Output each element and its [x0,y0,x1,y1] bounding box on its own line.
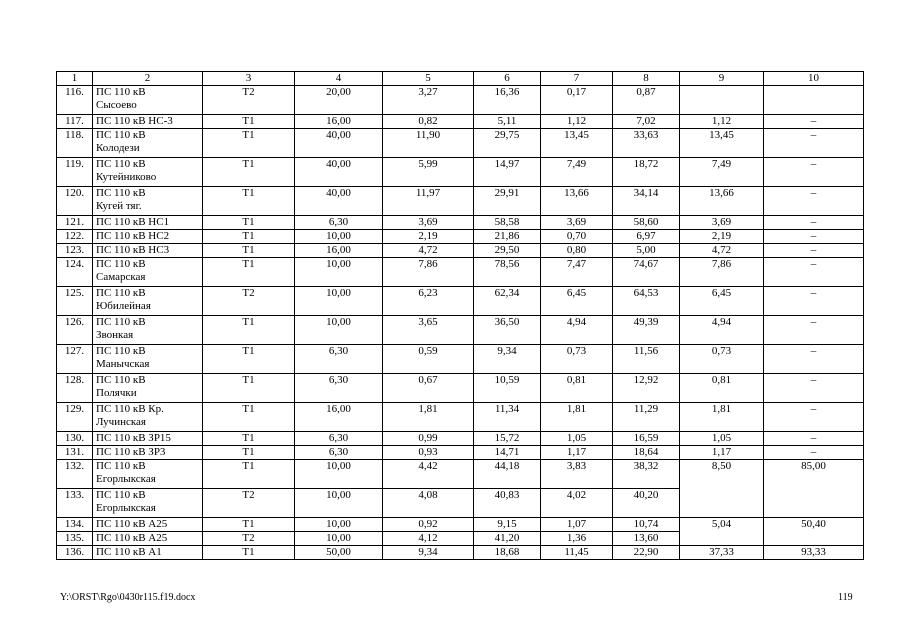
substation-name-line: ПС 110 кВ [96,258,146,270]
table-row [57,216,864,230]
table-row [57,316,864,345]
value-cell: 13,60 [613,532,680,546]
table-row [57,244,864,258]
row-number: 118. [57,129,93,158]
value-cell: 11,34 [474,403,541,432]
table-body [57,72,864,560]
row-number: 127. [57,345,93,374]
substation-name-line: ПС 110 кВ [96,187,146,199]
value-cell: 7,02 [613,115,680,129]
total-cell: 1,17 [680,446,764,460]
row-number: 136. [57,546,93,560]
total-cell: 13,66 [680,187,764,216]
value-cell: 13,45 [541,129,613,158]
percent-cell: – [764,187,864,216]
value-cell: 6,30 [295,374,383,403]
percent-cell: 85,00 [764,460,864,518]
value-cell: 16,00 [295,403,383,432]
percent-cell: – [764,446,864,460]
substation-name-line: Сысоево [96,99,137,111]
value-cell: 50,00 [295,546,383,560]
value-cell: 7,47 [541,258,613,287]
total-cell: 7,49 [680,158,764,187]
percent-cell: – [764,129,864,158]
value-cell: 5,99 [383,158,474,187]
total-cell: 3,69 [680,216,764,230]
value-cell: 18,72 [613,158,680,187]
value-cell: 40,00 [295,129,383,158]
value-cell: 3,69 [383,216,474,230]
percent-cell: – [764,244,864,258]
value-cell: 40,00 [295,158,383,187]
total-cell: 5,04 [680,518,764,546]
value-cell: 9,34 [474,345,541,374]
substation-name [93,86,203,115]
table-row [57,345,864,374]
total-cell: 1,05 [680,432,764,446]
substation-name-line: Юбилейная [96,300,151,312]
total-cell: 2,19 [680,230,764,244]
column-header: 1 [57,72,93,86]
value-cell: 62,34 [474,287,541,316]
value-cell: 14,71 [474,446,541,460]
substation-name [93,187,203,216]
value-cell: 11,90 [383,129,474,158]
substation-name-line: ПС 110 кВ [96,489,146,501]
substation-name [93,345,203,374]
value-cell: 3,83 [541,460,613,489]
table-row [57,446,864,460]
table-row [57,287,864,316]
value-cell: 9,34 [383,546,474,560]
column-header: 6 [474,72,541,86]
substation-name-line: ПС 110 кВ НС-3 [96,115,173,127]
value-cell: 16,00 [295,115,383,129]
row-number: 133. [57,489,93,518]
value-cell: 3,69 [541,216,613,230]
value-cell: 10,59 [474,374,541,403]
percent-cell [764,86,864,115]
total-cell: 8,50 [680,460,764,518]
value-cell: 1,81 [383,403,474,432]
row-number: 128. [57,374,93,403]
substation-name-line: ПС 110 кВ [96,129,146,141]
value-cell: 58,60 [613,216,680,230]
value-cell: 40,00 [295,187,383,216]
value-cell: 41,20 [474,532,541,546]
value-cell: 0,87 [613,86,680,115]
substation-name-line: ПС 110 кВ А25 [96,518,168,530]
percent-cell: – [764,115,864,129]
table-row [57,115,864,129]
row-number: 119. [57,158,93,187]
transformer-cell: Т1 [203,158,295,187]
percent-cell: – [764,158,864,187]
value-cell: 1,36 [541,532,613,546]
row-number: 117. [57,115,93,129]
transformer-cell: Т1 [203,316,295,345]
total-cell: 4,94 [680,316,764,345]
value-cell: 5,00 [613,244,680,258]
substation-name-line: ПС 110 кВ [96,86,146,98]
value-cell: 15,72 [474,432,541,446]
percent-cell: – [764,258,864,287]
row-number: 131. [57,446,93,460]
row-number: 132. [57,460,93,489]
value-cell: 10,00 [295,460,383,489]
percent-cell: – [764,403,864,432]
transformer-cell: Т1 [203,230,295,244]
value-cell: 33,63 [613,129,680,158]
substation-name [93,216,203,230]
header-row [57,72,864,86]
value-cell: 0,82 [383,115,474,129]
value-cell: 1,12 [541,115,613,129]
value-cell: 16,59 [613,432,680,446]
value-cell: 4,72 [383,244,474,258]
table-row [57,374,864,403]
value-cell: 4,42 [383,460,474,489]
value-cell: 1,07 [541,518,613,532]
row-number: 129. [57,403,93,432]
value-cell: 0,17 [541,86,613,115]
value-cell: 9,15 [474,518,541,532]
transformer-cell: Т1 [203,403,295,432]
substation-name-line: Звонкая [96,329,134,341]
transformer-cell: Т2 [203,532,295,546]
table-row [57,432,864,446]
substation-name [93,287,203,316]
transformer-cell: Т1 [203,546,295,560]
value-cell: 10,00 [295,316,383,345]
substation-name [93,432,203,446]
transformer-cell: Т1 [203,446,295,460]
value-cell: 7,86 [383,258,474,287]
percent-cell: – [764,230,864,244]
value-cell: 14,97 [474,158,541,187]
table-row [57,187,864,216]
row-number: 123. [57,244,93,258]
value-cell: 40,20 [613,489,680,518]
value-cell: 0,92 [383,518,474,532]
value-cell: 10,00 [295,287,383,316]
column-header: 4 [295,72,383,86]
total-cell: 1,81 [680,403,764,432]
value-cell: 78,56 [474,258,541,287]
value-cell: 10,00 [295,258,383,287]
table-row [57,403,864,432]
value-cell: 18,64 [613,446,680,460]
substation-name-line: ПС 110 кВ НС1 [96,216,170,228]
value-cell: 11,29 [613,403,680,432]
substation-name-line: Колодези [96,142,140,154]
value-cell: 10,00 [295,489,383,518]
total-cell: 37,33 [680,546,764,560]
value-cell: 3,65 [383,316,474,345]
footer-file-path: Y:\ORST\Rgo\0430r115.f19.docx [60,592,196,603]
substation-name-line: ПС 110 кВ [96,287,146,299]
value-cell: 6,30 [295,432,383,446]
column-header: 3 [203,72,295,86]
value-cell: 0,59 [383,345,474,374]
substation-name-line: Лучинская [96,416,146,428]
substation-name [93,158,203,187]
total-cell: 6,45 [680,287,764,316]
percent-cell: – [764,374,864,403]
value-cell: 2,19 [383,230,474,244]
substation-name [93,374,203,403]
value-cell: 16,36 [474,86,541,115]
percent-cell: – [764,432,864,446]
value-cell: 74,67 [613,258,680,287]
table-row [57,258,864,287]
value-cell: 6,23 [383,287,474,316]
row-number: 121. [57,216,93,230]
value-cell: 11,45 [541,546,613,560]
column-header: 10 [764,72,864,86]
column-header: 9 [680,72,764,86]
transformer-cell: Т2 [203,489,295,518]
substation-name [93,244,203,258]
substation-name-line: ПС 110 кВ [96,460,146,472]
substation-name-line: Кугей тяг. [96,200,142,212]
table-row [57,158,864,187]
substation-name-line: Егорлыкская [96,473,156,485]
row-number: 124. [57,258,93,287]
value-cell: 0,93 [383,446,474,460]
table-row [57,460,864,489]
value-cell: 20,00 [295,86,383,115]
transformer-cell: Т1 [203,129,295,158]
value-cell: 4,94 [541,316,613,345]
value-cell: 0,81 [541,374,613,403]
value-cell: 6,30 [295,216,383,230]
value-cell: 18,68 [474,546,541,560]
substation-name-line: ПС 110 кВ [96,158,146,170]
substation-name-line: ПС 110 кВ [96,345,146,357]
substation-name [93,258,203,287]
value-cell: 29,50 [474,244,541,258]
column-header: 2 [93,72,203,86]
value-cell: 6,97 [613,230,680,244]
percent-cell: 50,40 [764,518,864,546]
substation-name-line: ПС 110 кВ ЗР3 [96,446,166,458]
substation-name-line: ПС 110 кВ [96,374,146,386]
transformer-cell: Т2 [203,86,295,115]
table-row [57,546,864,560]
value-cell: 6,30 [295,345,383,374]
footer-page-number: 119 [838,592,853,603]
value-cell: 12,92 [613,374,680,403]
value-cell: 29,75 [474,129,541,158]
substation-name-line: Самарская [96,271,146,283]
substation-name-line: Егорлыкская [96,502,156,514]
value-cell: 40,83 [474,489,541,518]
value-cell: 22,90 [613,546,680,560]
substation-name [93,115,203,129]
row-number: 134. [57,518,93,532]
value-cell: 4,02 [541,489,613,518]
value-cell: 0,80 [541,244,613,258]
value-cell: 10,00 [295,532,383,546]
value-cell: 36,50 [474,316,541,345]
column-header: 8 [613,72,680,86]
substation-name [93,546,203,560]
substation-name-line: ПС 110 кВ НС2 [96,230,170,242]
value-cell: 11,56 [613,345,680,374]
transformer-cell: Т2 [203,287,295,316]
row-number: 116. [57,86,93,115]
percent-cell: – [764,287,864,316]
value-cell: 6,45 [541,287,613,316]
value-cell: 7,49 [541,158,613,187]
transformer-cell: Т1 [203,216,295,230]
value-cell: 0,73 [541,345,613,374]
value-cell: 64,53 [613,287,680,316]
substation-name-line: ПС 110 кВ Кр. [96,403,164,415]
value-cell: 0,67 [383,374,474,403]
data-table [56,71,864,560]
row-number: 130. [57,432,93,446]
substation-name [93,489,203,518]
value-cell: 0,70 [541,230,613,244]
total-cell: 7,86 [680,258,764,287]
percent-cell: – [764,345,864,374]
table-row [57,129,864,158]
column-header: 5 [383,72,474,86]
substation-name [93,316,203,345]
value-cell: 4,12 [383,532,474,546]
transformer-cell: Т1 [203,244,295,258]
value-cell: 16,00 [295,244,383,258]
value-cell: 58,58 [474,216,541,230]
value-cell: 38,32 [613,460,680,489]
total-cell: 4,72 [680,244,764,258]
row-number: 135. [57,532,93,546]
value-cell: 1,17 [541,446,613,460]
percent-cell: – [764,216,864,230]
row-number: 120. [57,187,93,216]
value-cell: 6,30 [295,446,383,460]
value-cell: 44,18 [474,460,541,489]
total-cell [680,86,764,115]
column-header: 7 [541,72,613,86]
substation-name-line: ПС 110 кВ А1 [96,546,162,558]
substation-name-line: Манычская [96,358,150,370]
row-number: 122. [57,230,93,244]
transformer-cell: Т1 [203,115,295,129]
substation-name [93,129,203,158]
transformer-cell: Т1 [203,258,295,287]
value-cell: 49,39 [613,316,680,345]
substation-name [93,460,203,489]
value-cell: 13,66 [541,187,613,216]
value-cell: 5,11 [474,115,541,129]
transformer-cell: Т1 [203,432,295,446]
table-row [57,518,864,532]
substation-name-line: ПС 110 кВ [96,316,146,328]
total-cell: 0,81 [680,374,764,403]
value-cell: 3,27 [383,86,474,115]
substation-name-line: ПС 110 кВ НС3 [96,244,170,256]
transformer-cell: Т1 [203,460,295,489]
value-cell: 34,14 [613,187,680,216]
table-row [57,86,864,115]
total-cell: 13,45 [680,129,764,158]
value-cell: 29,91 [474,187,541,216]
value-cell: 21,86 [474,230,541,244]
transformer-cell: Т1 [203,374,295,403]
value-cell: 1,05 [541,432,613,446]
percent-cell: 93,33 [764,546,864,560]
value-cell: 10,00 [295,230,383,244]
substation-name-line: Кутейниково [96,171,157,183]
substation-name [93,230,203,244]
substation-name-line: ПС 110 кВ ЗР15 [96,432,171,444]
value-cell: 10,74 [613,518,680,532]
transformer-cell: Т1 [203,345,295,374]
total-cell: 0,73 [680,345,764,374]
substation-name [93,518,203,532]
substation-name-line: Полячки [96,387,137,399]
total-cell: 1,12 [680,115,764,129]
substation-name-line: ПС 110 кВ А25 [96,532,168,544]
percent-cell: – [764,316,864,345]
substation-name [93,532,203,546]
value-cell: 10,00 [295,518,383,532]
value-cell: 0,99 [383,432,474,446]
transformer-cell: Т1 [203,518,295,532]
substation-name [93,403,203,432]
row-number: 126. [57,316,93,345]
table-row [57,230,864,244]
row-number: 125. [57,287,93,316]
substation-name [93,446,203,460]
value-cell: 1,81 [541,403,613,432]
value-cell: 11,97 [383,187,474,216]
value-cell: 4,08 [383,489,474,518]
transformer-cell: Т1 [203,187,295,216]
